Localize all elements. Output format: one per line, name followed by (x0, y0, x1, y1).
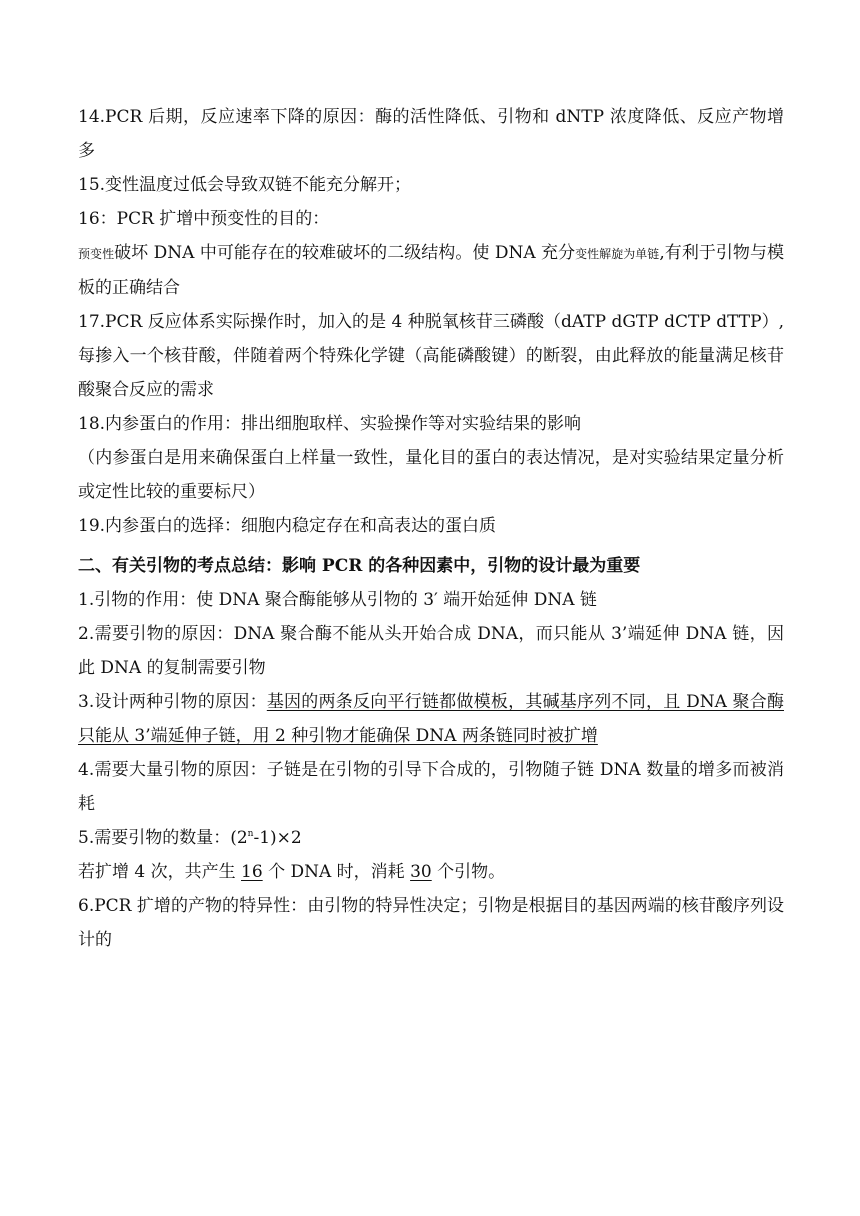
dna-count-answer: 16 (241, 862, 263, 882)
section-2-heading: 二、有关引物的考点总结：影响 PCR 的各种因素中，引物的设计最为重要 (78, 556, 641, 576)
primer-point-2: 2.需要引物的原因：DNA 聚合酶不能从头开始合成 DNA，而只能从 3’端延伸 DNA 链，因此 DNA 的复制需要引物 (78, 624, 784, 678)
item-17: 17.PCR 反应体系实际操作时，加入的是 4 种脱氧核苷三磷酸（dATP dGTP dCTP dTTP）,每掺入一个核苷酸，伴随着两个特殊化学键（高能磷酸键）的断裂，由此释放的能量满足核苷酸聚合反应的需求 (78, 312, 784, 400)
primer-count-formula-start: 5.需要引物的数量：(2 (78, 828, 248, 848)
item-16-body (78, 236, 784, 305)
item-19: 19.内参蛋白的选择：细胞内稳定存在和高表达的蛋白质 (78, 516, 497, 536)
item-16-text: 破坏 DNA 中可能存在的较难破坏的二级结构。使 DNA 充分 (114, 243, 576, 263)
primer-point-5 (78, 821, 784, 855)
primer-point-3-label: 3.设计两种引物的原因： (78, 692, 267, 712)
item-14: 14.PCR 后期，反应速率下降的原因：酶的活性降低、引物和 dNTP 浓度降低、反应产物增多 (78, 107, 784, 161)
document-body (78, 100, 784, 957)
primer-point-6: 6.PCR 扩增的产物的特异性：由引物的特异性决定；引物是根据目的基因两端的核苷酸序列设计的 (78, 896, 784, 950)
primer-point-1: 1.引物的作用：使 DNA 聚合酶能够从引物的 3′ 端开始延伸 DNA 链 (78, 590, 597, 610)
small-text-predenaturation: 预变性 (78, 247, 115, 261)
item-18-note: （内参蛋白是用来确保蛋白上样量一致性，量化目的蛋白的表达情况，是对实验结果定量分析或定性比较的重要标尺） (78, 448, 784, 502)
example-text-2: 个 DNA 时，消耗 (262, 862, 411, 882)
primer-count-example (78, 855, 784, 889)
example-text-3: 个引物。 (431, 862, 506, 882)
small-text-unwinding: 变性解旋为单链 (575, 247, 660, 261)
primer-point-3 (78, 685, 784, 753)
primer-count-answer: 30 (410, 862, 432, 882)
exponent-n: n (247, 829, 254, 839)
item-16-text-end: ,有利于引物与模板的正确结合 (78, 243, 784, 298)
primer-point-3-underlined: 基因的两条反向平行链都做模板，其碱基序列不同，且 DNA 聚合酶只能从 3’端延伸子链，用 2 种引物才能确保 DNA 两条链同时被扩增 (78, 692, 784, 746)
item-18: 18.内参蛋白的作用：排出细胞取样、实验操作等对实验结果的影响 (78, 414, 582, 434)
primer-point-4: 4.需要大量引物的原因：子链是在引物的引导下合成的，引物随子链 DNA 数量的增多而被消耗 (78, 760, 784, 814)
item-15: 15.变性温度过低会导致双链不能充分解开； (78, 175, 412, 195)
example-text-1: 若扩增 4 次，共产生 (78, 862, 242, 882)
item-16-title: 16：PCR 扩增中预变性的目的： (78, 209, 330, 229)
primer-count-formula-end: -1)×2 (253, 828, 302, 848)
